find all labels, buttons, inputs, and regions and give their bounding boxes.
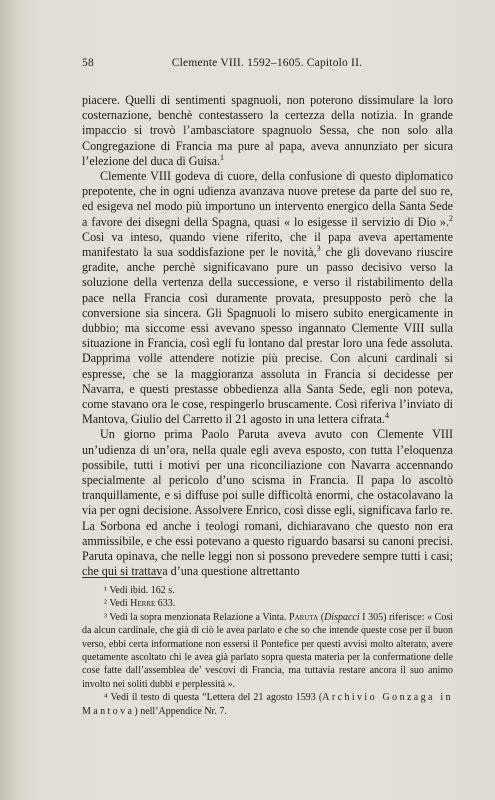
body-text: [82, 93, 453, 580]
footnote-ref: 1: [220, 152, 225, 162]
running-head: Clemente VIII. 1592–1605. Capitolo II.: [171, 57, 363, 69]
page-number: 58: [82, 57, 94, 69]
footnote-ref: 2: [449, 213, 453, 223]
footnotes: [82, 584, 453, 718]
footnote: ² Vedi Herre 633.: [104, 598, 176, 610]
footnote-ref: 3: [316, 244, 321, 253]
paragraph: Un giorno prima Paolo Paruta aveva avuto con Clemente VIII un’udienza di un’ora, nella quale egli aveva esposto, con tutta l’eloquenza possibile, tutti i motivi per una riconciliazione con Navarra accennando specialmente al pericolo d’uno scisma in Francia. Il papa lo ascoltò tranquillamente, e si diffuse poi sulle difficoltà enormi, che ostacolavano la via per ogni decisione. Assolvere Enrico, così disse egli, significava farlo re. La Sorbona ed anche i teologi romani, dichiaravano che questo non era ammissibile, e che essi potevano a questo riguardo basarsi su canoni precisi. Paruta opinava, che nelle leggi non si possono prevedere sempre tutti i casi; che qui si trattava d’una questione altrettanto: [82, 427, 453, 579]
footnote-ref: 4: [384, 411, 389, 421]
paragraph: Clemente VIII godeva di cuore, della confusione di questo diplomatico prepotente, che in ogni udienza avanzava nuove pretese da parte del suo re, ed esigeva nel modo più importuno un intervento energico della Santa Sede a favore dei disegni della Spagna, quasi « lo esigesse il servizio di Dio ».$^2$ Così va inteso, quando viene riferito, che il papa aveva apertamente manifestato la sua soddisfazione per le novità,$^3$ che gli dovevano riuscire gradite, anche perchè significavano pure un passo decisivo verso la soluzione della vertenza della successione, e verso il ristabilimento della pace nella Francia così duramente provata, presupposto però che la conversione sia sincera. Gli Spagnuoli lo misero subito energicamente in dubbio; ma siccome essi avevano spesso ingannato Clemente VIII sulla situazione in Francia, così egli fu lontano dal prestar loro una fede assoluta. Dapprima volle attendere notizie più precise. Con alcuni cardinali si espresse, che se la maggioranza assoluta in Francia si decidesse per Navarra, e questi prestasse obbedienza alla Santa Sede, egli non poteva, come stavano ora le cose, respingerlo bruscamente. Così riferiva l’inviato di Mantova, Giulio del Carretto il 21 agosto in una lettera cifrata.$^4$: [82, 169, 453, 427]
footnote: ⁴ Vedi il testo di questa “Lettera del 21 agosto 1593 (Archivio Gonzaga in Mantova) nell’Appendice Nr. 7.: [82, 692, 453, 717]
paragraph: piacere. Quelli di sentimenti spagnuoli, non poterono dissimulare la loro costernazione, benchè contestassero la certezza della notizia. In grande impaccio si trovò l’ambasciatore spagnuolo Sessa, che non solo alla Congregazione di Francia ma pure al papa, aveva annunziato per sicura l’elezione del duca di Guisa.$^1$: [82, 93, 453, 168]
footnote: ³ Vedi la sopra menzionata Relazione a Vinta. Paruta (Dispacci I 305) riferisce: « Così da alcun cardinale, che già di ciò le avea parlato e che so che intende queste cose per il buon verso, ebbi certa informatione non essersi il Pontefice per questi avvisi molto alterato, avere quetamente ascoltato chi le avea già parlato sopra questa materia per la confermatione delle cose fatte dall’assemblea de’ vescovi di Francia, ma tuttavia restare ancora il suo animo involto nei soliti dubbi e perplessità ».: [82, 611, 453, 690]
footnote: ¹ Vedi ibid. 162 s.: [104, 585, 175, 596]
footnote-separator: [82, 577, 162, 578]
